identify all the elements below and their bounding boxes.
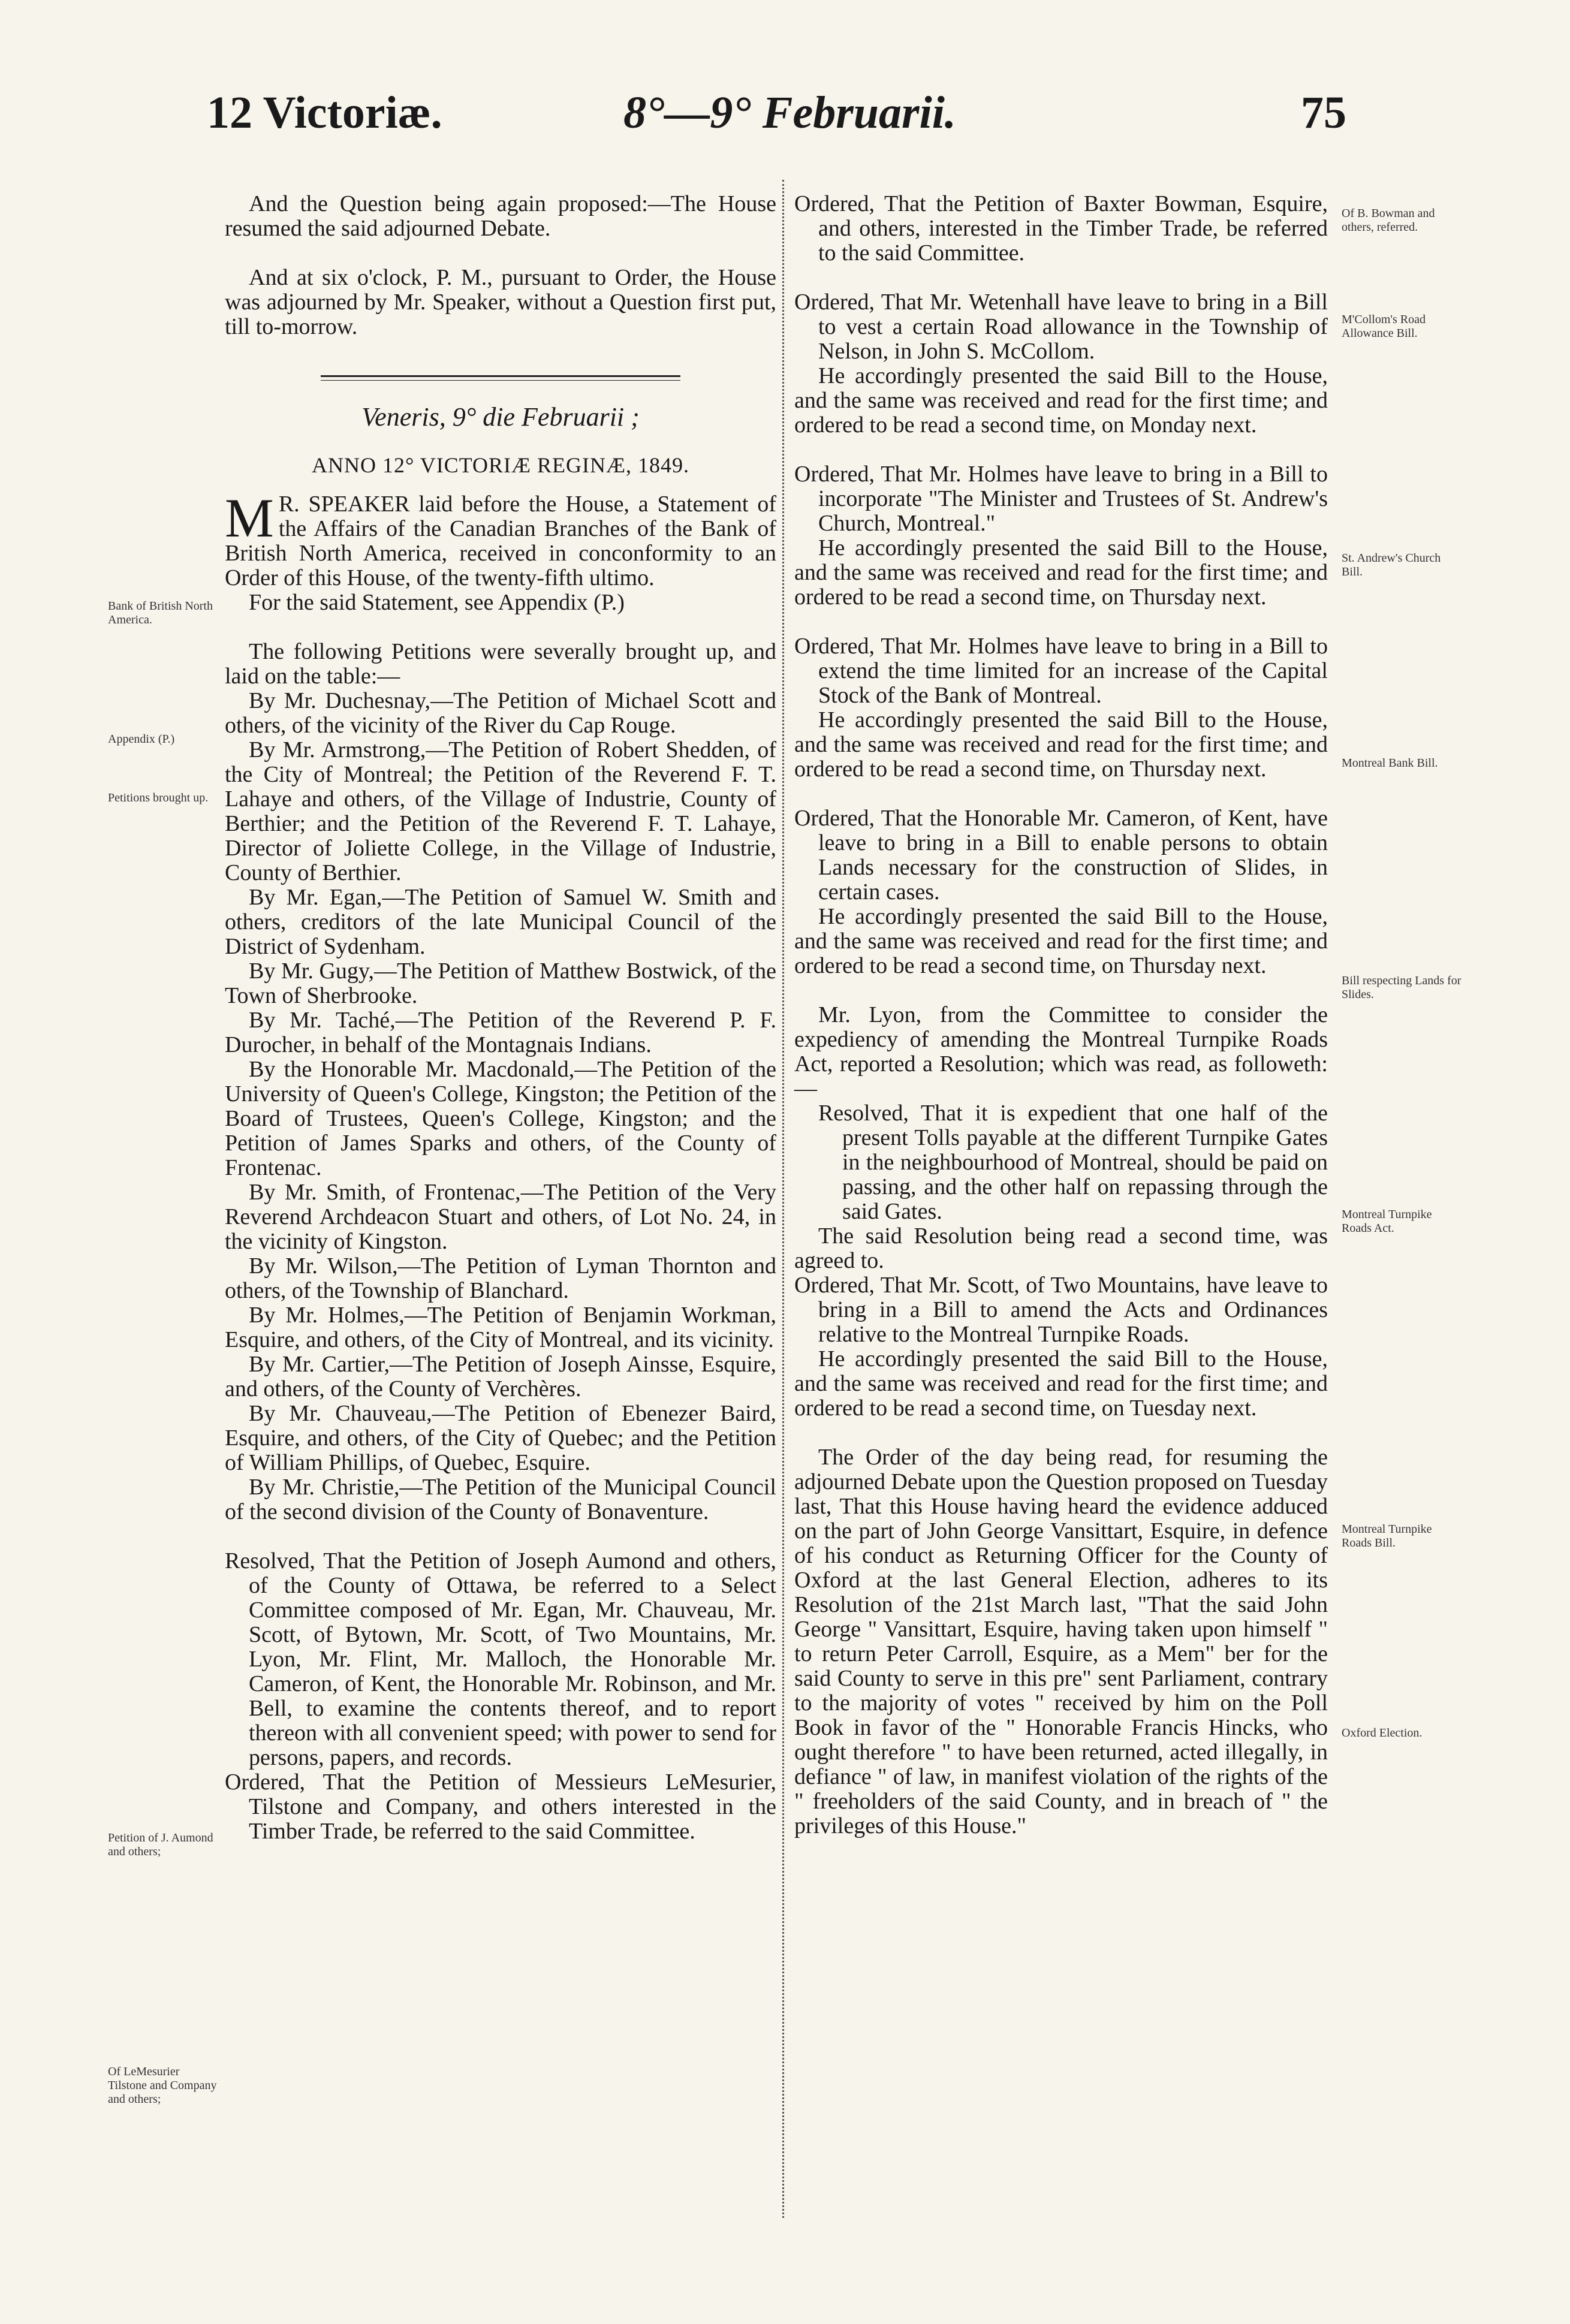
ordered-wetenhall: Ordered, That Mr. Wetenhall have leave to bring in a Bill to vest a certain Road allowance in the Township of Nelson, in John S. McCollom. <box>794 290 1328 364</box>
ordered-lemesurier: Ordered, That the Petition of Messieurs LeMesurier, Tilstone and Company, and others interested in the Timber Trade, be referred to the said Committee. <box>225 1770 776 1844</box>
margin-note-st-andrews: St. Andrew's Church Bill. <box>1342 551 1441 578</box>
margin-note-turnpike-act: Montreal Turnpike Roads Act. <box>1342 1208 1432 1235</box>
debate-resumed: And the Question being again proposed:—The House resumed the said adjourned Debate. <box>225 191 776 241</box>
column-divider <box>782 180 784 2218</box>
ordered-scott: Ordered, That Mr. Scott, of Two Mountains, have leave to bring in a Bill to amend the Acts and Ordinances relative to the Montreal Turnpike Roads. <box>794 1273 1328 1347</box>
ordered-holmes-bank: Ordered, That Mr. Holmes have leave to bring in a Bill to extend the time limited for an increase of the Capital Stock of the Bank of Montreal. <box>794 634 1328 708</box>
margin-note-petitions: Petitions brought up. <box>108 791 209 804</box>
margin-note-appendix: Appendix (P.) <box>108 733 175 746</box>
margin-note-turnpike-bill: Montreal Turnpike Roads Bill. <box>1342 1523 1432 1550</box>
margin-note-montreal-bank: Montreal Bank Bill. <box>1342 756 1438 770</box>
petition-item: By Mr. Duchesnay,—The Petition of Michael Scott and others, of the vicinity of the River du Cap Rouge. <box>225 688 776 738</box>
bill-presented: He accordingly presented the said Bill to the House, and the same was received and read for the first time; and ordered to be read a second time, on Tuesday next. <box>794 1346 1328 1421</box>
petition-item: By the Honorable Mr. Macdonald,—The Petition of the University of Queen's College, Kingston; the Petition of the Board of Trustees, Queen's College, Kingston; and the Petition of James Sparks and others, of the County of Frontenac. <box>225 1057 776 1180</box>
resolved-aumond: Resolved, That the Petition of Joseph Aumond and others, of the County of Ottawa, be referred to a Select Committee composed of Mr. Egan, Mr. Chauveau, Mr. Scott, of Bytown, Mr. Scott, of Two Mountains, Mr. Lyon, Mr. Flint, Mr. Malloch, the Honorable Mr. Cameron, of Kent, the Honorable Mr. Robinson, and Mr. Bell, to examine the contents thereof, and to report thereon with all convenient speed; with power to send for persons, papers, and records. <box>225 1548 776 1770</box>
bill-presented: He accordingly presented the said Bill to the House, and the same was received and read for the first time; and ordered to be read a second time, on Monday next. <box>794 363 1328 438</box>
section-rule <box>321 375 680 381</box>
bill-presented: He accordingly presented the said Bill to the House, and the same was received and read for the first time; and ordered to be read a second time, on Thursday next. <box>794 535 1328 610</box>
ordered-holmes-church: Ordered, That Mr. Holmes have leave to bring in a Bill to incorporate "The Minister and Trustees of St. Andrew's Church, Montreal." <box>794 462 1328 536</box>
margin-note-bank: Bank of British North America. <box>108 599 213 626</box>
speaker-statement <box>225 487 776 590</box>
anno-line: ANNO 12° VICTORIÆ REGINÆ, 1849. <box>311 453 690 477</box>
petition-item: By Mr. Cartier,—The Petition of Joseph Ainsse, Esquire, and others, of the County of Verchères. <box>225 1352 776 1401</box>
petitions-intro: The following Petitions were severally brought up, and laid on the table:— <box>225 639 776 689</box>
session-date: Veneris, 9° die Februarii ; <box>361 402 640 432</box>
bill-presented: He accordingly presented the said Bill to the House, and the same was received and read for the first time; and ordered to be read a second time, on Thursday next. <box>794 904 1328 978</box>
petition-item: By Mr. Taché,—The Petition of the Reverend P. F. Durocher, in behalf of the Montagnais Indians. <box>225 1008 776 1057</box>
speaker-text: R. SPEAKER laid before the House, a Statement of the Affairs of the Canadian Branches of the Bank of British North America, received in conconformity to an Order of this House, of the twenty-fifth ultimo. <box>225 492 776 590</box>
page-number: 75 <box>1301 88 1346 138</box>
margin-note-aumond: Petition of J. Aumond and others; <box>108 1831 213 1858</box>
margin-note-mccollom: M'Collom's Road Allowance Bill. <box>1342 313 1426 340</box>
margin-note-slides: Bill respecting Lands for Slides. <box>1342 974 1461 1001</box>
petition-item: By Mr. Gugy,—The Petition of Matthew Bostwick, of the Town of Sherbrooke. <box>225 958 776 1008</box>
ordered-bowman: Ordered, That the Petition of Baxter Bowman, Esquire, and others, interested in the Timber Trade, be referred to the said Committee. <box>794 191 1328 266</box>
drop-cap: M <box>225 487 274 548</box>
header-regnal-year: 12 Victoriæ. <box>207 88 442 138</box>
left-column <box>225 192 776 1844</box>
right-column <box>794 192 1328 1838</box>
petition-item: By Mr. Wilson,—The Petition of Lyman Thornton and others, of the Township of Blanchard. <box>225 1253 776 1303</box>
petition-item: By Mr. Holmes,—The Petition of Benjamin Workman, Esquire, and others, of the City of Montreal, and its vicinity. <box>225 1303 776 1352</box>
petition-item: By Mr. Egan,—The Petition of Samuel W. Smith and others, creditors of the late Municipal Council of the District of Sydenham. <box>225 885 776 959</box>
oxford-election-debate: The Order of the day being read, for resuming the adjourned Debate upon the Question proposed on Tuesday last, That this House having heard the evidence adduced on the part of John George Vansittart, Esquire, in defence of his conduct as Returning Officer for the County of Oxford at the last General Election, adheres to its Resolution of the 21st March last, "That the said John George " Vansittart, Esquire, having taken upon himself " to return Peter Carroll, Esquire, as a Mem" ber for the said County to serve in this pre" sent Parliament, contrary to the majority of votes " received by him on the Poll Book in favor of the " Honorable Francis Hincks, who ought therefore " to have been returned, acted illegally, in defiance " of law, in manifest violation of the rights of the " freeholders of the said County, and in breach of " the privileges of this House." <box>794 1445 1328 1838</box>
ordered-cameron: Ordered, That the Honorable Mr. Cameron, of Kent, have leave to bring in a Bill to enable persons to obtain Lands necessary for the construction of Slides, in certain cases. <box>794 806 1328 905</box>
petition-item: By Mr. Chauveau,—The Petition of Ebenezer Baird, Esquire, and others, of the City of Quebec; and the Petition of William Phillips, of Quebec, Esquire. <box>225 1401 776 1475</box>
margin-note-bowman: Of B. Bowman and others, referred. <box>1342 207 1435 234</box>
margin-note-oxford: Oxford Election. <box>1342 1726 1423 1740</box>
lyon-resolution: Resolved, That it is expedient that one half of the present Tolls payable at the different Turnpike Gates in the neighbourhood of Montreal, should be paid on passing, and the other half on repassing through the said Gates. <box>818 1101 1328 1224</box>
petition-item: By Mr. Smith, of Frontenac,—The Petition of the Very Reverend Archdeacon Stuart and others, of Lot No. 24, in the vicinity of Kingston. <box>225 1180 776 1254</box>
margin-note-lemesurier: Of LeMesurier Tilstone and Company and others; <box>108 2065 217 2106</box>
appendix-ref: For the said Statement, see Appendix (P.) <box>249 590 625 615</box>
resolution-agreed: The said Resolution being read a second time, was agreed to. <box>794 1223 1328 1273</box>
adjournment: And at six o'clock, P. M., pursuant to Order, the House was adjourned by Mr. Speaker, without a Question first put, till to-morrow. <box>225 265 776 339</box>
header-date: 8°—9° Februarii. <box>623 88 956 138</box>
petition-item: By Mr. Armstrong,—The Petition of Robert Shedden, of the City of Montreal; the Petition of the Reverend F. T. Lahaye and others, of the Village of Industrie, County of Berthier; and the Petition of the Reverend F. T. Lahaye, Director of Joliette College, in the Village of Industrie, County of Berthier. <box>225 737 776 885</box>
lyon-report: Mr. Lyon, from the Committee to consider the expediency of amending the Montreal Turnpike Roads Act, reported a Resolution; which was read, as followeth:— <box>794 1002 1328 1101</box>
petition-item: By Mr. Christie,—The Petition of the Municipal Council of the second division of the County of Bonaventure. <box>225 1475 776 1524</box>
bill-presented: He accordingly presented the said Bill to the House, and the same was received and read for the first time; and ordered to be read a second time, on Thursday next. <box>794 707 1328 782</box>
